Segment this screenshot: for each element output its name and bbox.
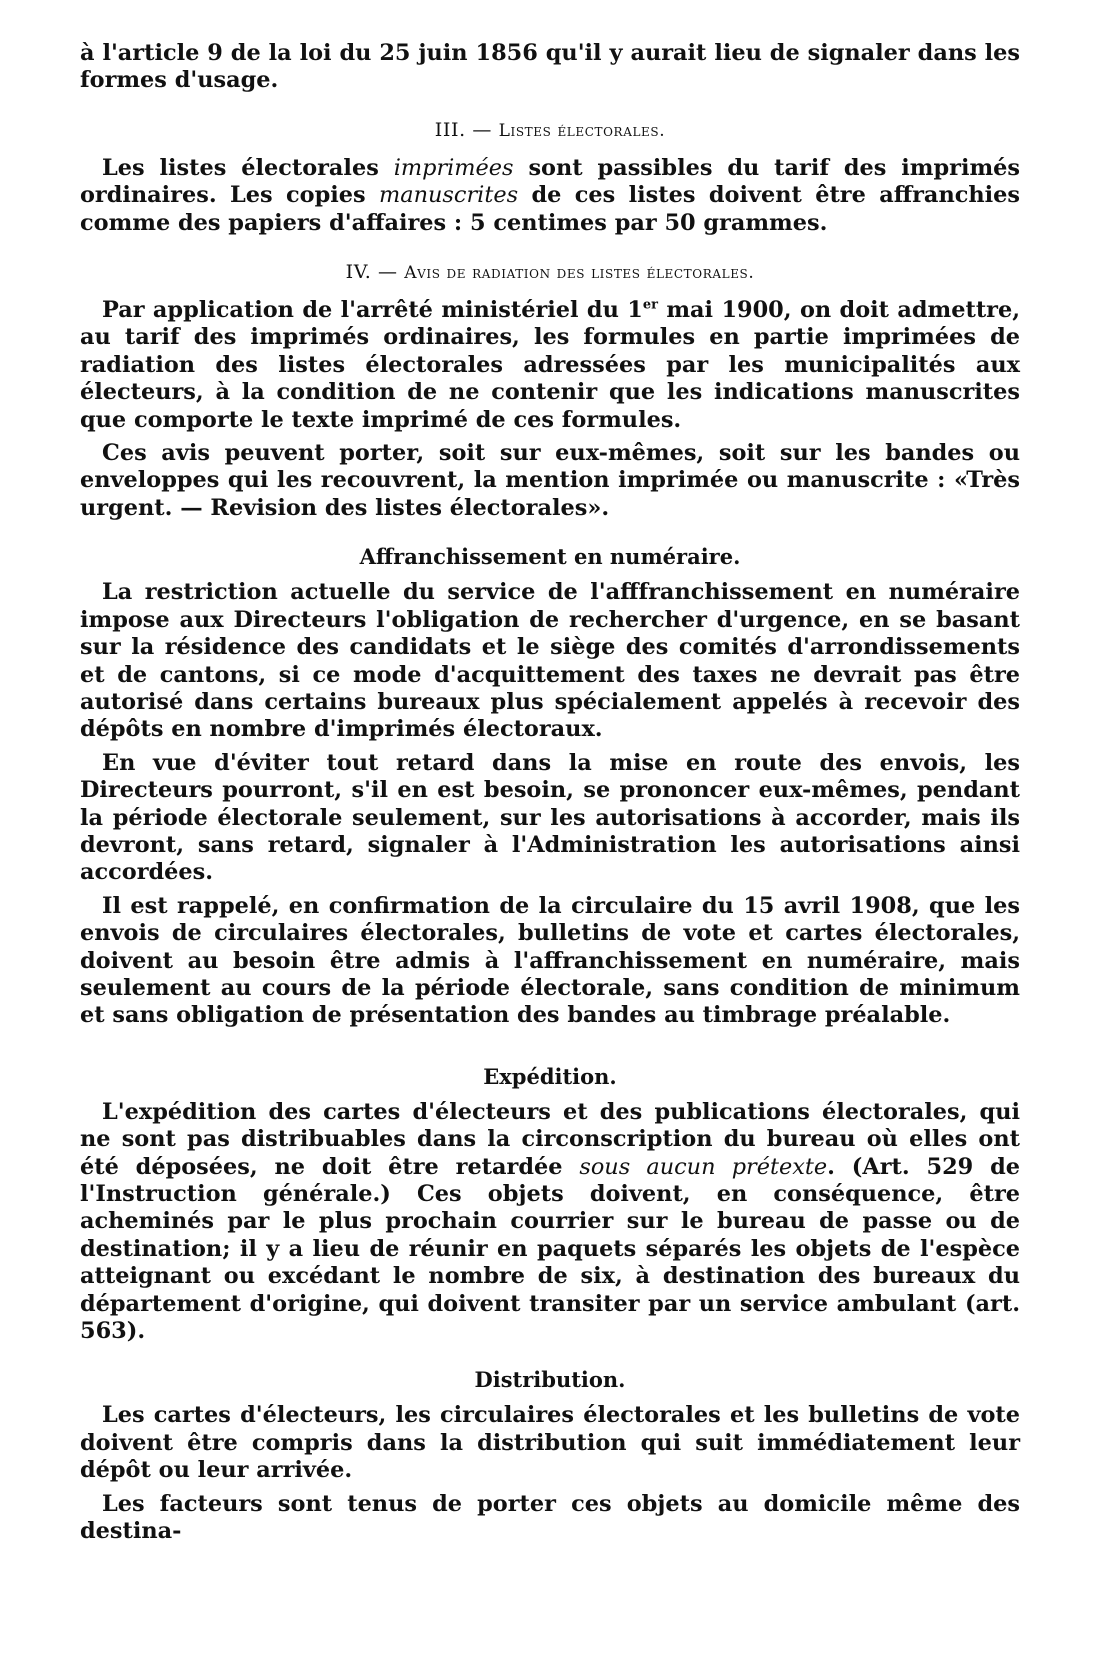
text-run: sont passibles du tarif des imprimés ordinaires. Les copies	[80, 154, 1020, 209]
text-run: de ces listes doivent être affranchies comme des papiers d'affaires : 5 centimes par 50 grammes.	[80, 182, 1020, 236]
text-run: . (Art. 529 de l'Instruction générale.) Ces objets doivent, en conséquence, être acheminés par le plus prochain courrier sur le bureau de passe ou de destination; il y a lieu de réunir en paquets séparés les objets de l'espèce atteignant ou excédant le nombre de six, à destination des bureaux du département d'origine, qui doivent transiter par un service ambulant (art. 563).	[80, 1153, 1020, 1345]
section-title: Listes électorales.	[498, 120, 666, 141]
heading-affranchissement: Affranchissement en numéraire.	[359, 544, 741, 570]
text-run: Par application de l'arrêté ministériel du 1	[102, 297, 643, 324]
radiation-paragraph-1	[80, 297, 1020, 434]
text-run: Les listes électorales	[102, 154, 394, 181]
distribution-paragraph-2: Les facteurs sont tenus de porter ces objets au domicile même des destina-	[80, 1490, 1020, 1545]
document-page	[80, 40, 1020, 1545]
affranchissement-paragraph-1: La restriction actuelle du service de l'afffranchissement en numéraire impose aux Directeurs l'obligation de rechercher d'urgence, en se basant sur la résidence des candidats et le siège des comités d'arrondissements et de cantons, si ce mode d'acquittement des taxes ne devrait pas être autorisé dans certains bureaux plus spécialement appelés à recevoir des dépôts en nombre d'imprimés électoraux.	[80, 579, 1020, 743]
radiation-paragraph-2: Ces avis peuvent porter, soit sur eux-mêmes, soit sur les bandes ou enveloppes qui les recouvrent, la mention imprimée ou manuscrite : «Très urgent. — Revision des listes électorales».	[80, 440, 1020, 521]
heading-distribution: Distribution.	[474, 1367, 626, 1393]
section-heading-avis-radiation	[80, 261, 1020, 283]
affranchissement-paragraph-2: En vue d'éviter tout retard dans la mise en route des envois, les Directeurs pourront, s'il en est besoin, se prononcer eux-mêmes, pendant la période électorale seulement, sur les autorisations à accorder, mais ils devront, sans retard, signaler à l'Administration les autorisations ainsi accordées.	[80, 749, 1020, 886]
text-run: L'expédition des cartes d'électeurs et des publications électorales, qui ne sont pas distribuables dans la circonscription du bureau où elles ont été déposées, ne doit être retardée	[80, 1098, 1020, 1180]
heading-expedition: Expédition.	[483, 1063, 617, 1089]
italic-run: imprimées	[393, 154, 514, 181]
italic-run: manuscrites	[379, 182, 519, 209]
section-title: Avis de radiation des listes électorales.	[404, 263, 755, 284]
section-number: IV. —	[345, 261, 398, 284]
intro-paragraph: à l'article 9 de la loi du 25 juin 1856 qu'il y aurait lieu de signaler dans les formes d'usage.	[80, 40, 1020, 94]
distribution-paragraph-1: Les cartes d'électeurs, les circulaires électorales et les bulletins de vote doivent être compris dans la distribution qui suit immédiatement leur dépôt ou leur arrivée.	[80, 1402, 1020, 1484]
section-heading-listes-electorales	[80, 119, 1020, 141]
section-number: III. —	[434, 118, 492, 141]
expedition-paragraph	[80, 1099, 1020, 1346]
text-run: mai 1900, on doit admettre, au tarif des imprimés ordinaires, les formules en partie imprimées de radiation des listes électorales adressées par les municipalités aux électeurs, à la condition de ne contenir que les indications manuscrites que comporte le texte imprimé de ces formules.	[80, 297, 1020, 433]
italic-run: sous aucun prétexte	[579, 1153, 828, 1180]
affranchissement-paragraph-3: Il est rappelé, en confirmation de la circulaire du 15 avril 1908, que les envois de circulaires électorales, bulletins de vote et cartes électorales, doivent au besoin être admis à l'affranchissement en numéraire, mais seulement au cours de la période électorale, sans condition de minimum et sans obligation de présentation des bandes au timbrage préalable.	[80, 892, 1020, 1029]
listes-paragraph	[80, 155, 1020, 237]
superscript: er	[642, 297, 658, 313]
